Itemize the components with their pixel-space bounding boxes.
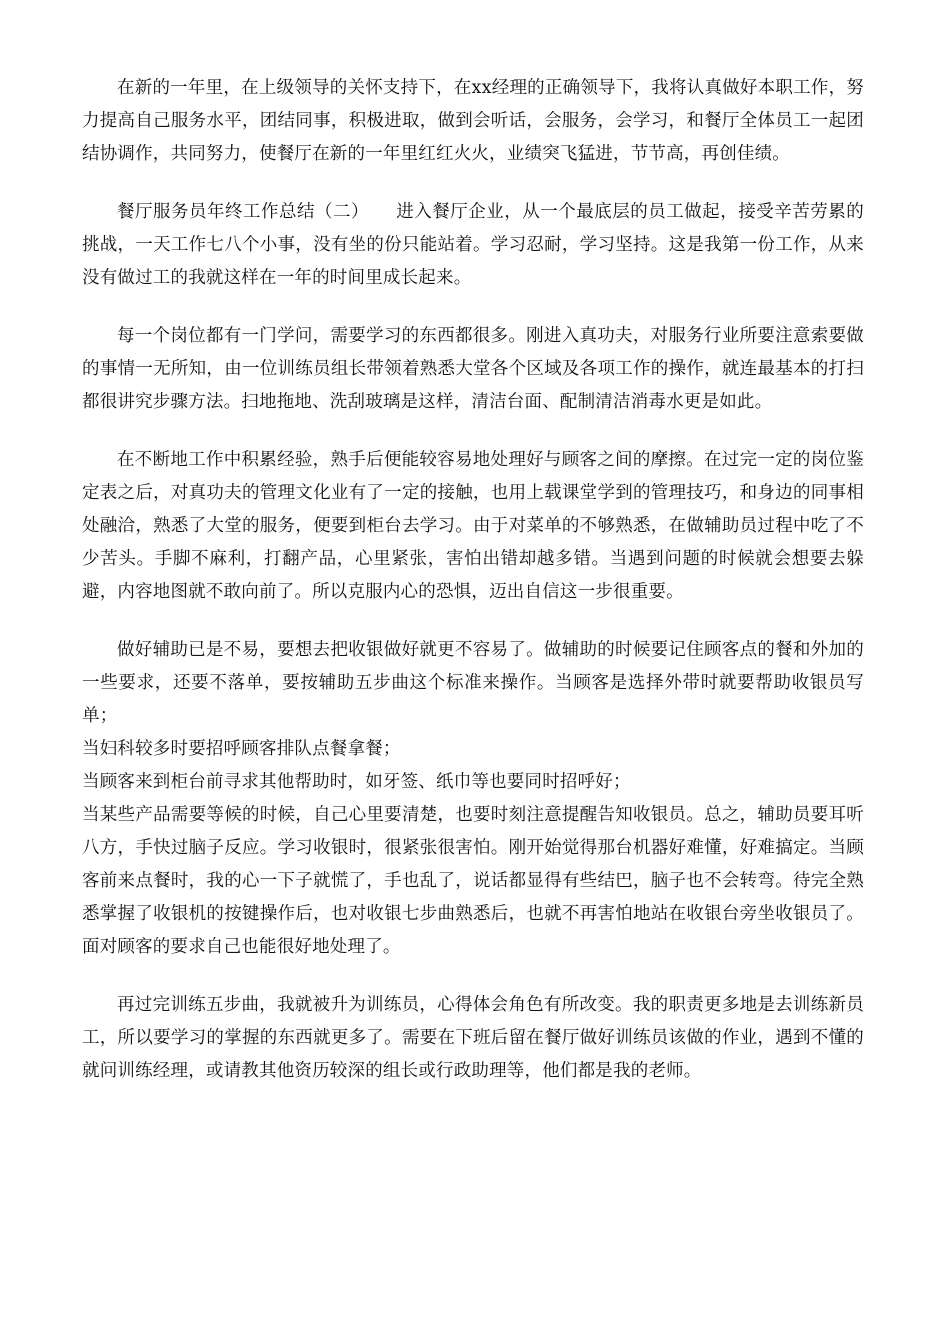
paragraph-2: 餐厅服务员年终工作总结（二） 进入餐厅企业，从一个最底层的员工做起，接受辛苦劳累的挑战，一天工作七八个小事，没有坐的份只能站着。学习忍耐，学习坚持。这是我第一份工作，从来没有做过工的我就这样在一年的时间里成长起来。	[82, 202, 864, 288]
paragraph-5: 做好辅助已是不易，要想去把收银做好就更不容易了。做辅助的时候要记住顾客点的餐和外加的一些要求，还要不落单，要按辅助五步曲这个标准来操作。当顾客是选择外带时就要帮助收银员写单；	[82, 640, 864, 726]
paragraph-7: 当顾客来到柜台前寻求其他帮助时，如牙签、纸巾等也要同时招呼好；	[82, 772, 631, 792]
paragraph-3: 每一个岗位都有一门学问，需要学习的东西都很多。刚进入真功夫，对服务行业所要注意索要做的事情一无所知，由一位训练员组长带领着熟悉大堂各个区域及各项工作的操作，就连最基本的打扫都很讲究步骤方法。扫地拖地、洗刮玻璃是这样，清洁台面、配制清洁消毒水更是如此。	[82, 326, 864, 412]
document-body	[82, 72, 864, 1113]
paragraph-9: 再过完训练五步曲，我就被升为训练员，心得体会角色有所改变。我的职责更多地是去训练新员工，所以要学习的掌握的东西就更多了。需要在下班后留在餐厅做好训练员该做的作业，遇到不懂的就问训练经理，或请教其他资历较深的组长或行政助理等，他们都是我的老师。	[82, 995, 864, 1081]
paragraph-1: 在新的一年里，在上级领导的关怀支持下，在xx经理的正确领导下，我将认真做好本职工作，努力提高自己服务水平，团结同事，积极进取，做到会听话，会服务，会学习，和餐厅全体员工一起团结协调作，共同努力，使餐厅在新的一年里红红火火，业绩突飞猛进，节节高，再创佳绩。	[82, 78, 864, 164]
paragraph-6: 当妇科较多时要招呼顾客排队点餐拿餐；	[82, 739, 401, 759]
paragraph-4: 在不断地工作中积累经验，熟手后便能较容易地处理好与顾客之间的摩擦。在过完一定的岗位鉴定表之后，对真功夫的管理文化业有了一定的接触，也用上载课堂学到的管理技巧，和身边的同事相处融洽，熟悉了大堂的服务，便要到柜台去学习。由于对菜单的不够熟悉，在做辅助员过程中吃了不少苦头。手脚不麻利，打翻产品，心里紧张，害怕出错却越多错。当遇到问题的时候就会想要去躲避，内容地图就不敢向前了。所以克服内心的恐惧，迈出自信这一步很重要。	[82, 450, 864, 602]
paragraph-8: 当某些产品需要等候的时候，自己心里要清楚，也要时刻注意提醒告知收银员。总之，辅助员要耳听八方，手快过脑子反应。学习收银时，很紧张很害怕。刚开始觉得那台机器好难懂，好难搞定。当顾客前来点餐时，我的心一下子就慌了，手也乱了，说话都显得有些结巴，脑子也不会转弯。待完全熟悉掌握了收银机的按键操作后，也对收银七步曲熟悉后，也就不再害怕地站在收银台旁坐收银员了。面对顾客的要求自己也能很好地处理了。	[82, 805, 864, 957]
